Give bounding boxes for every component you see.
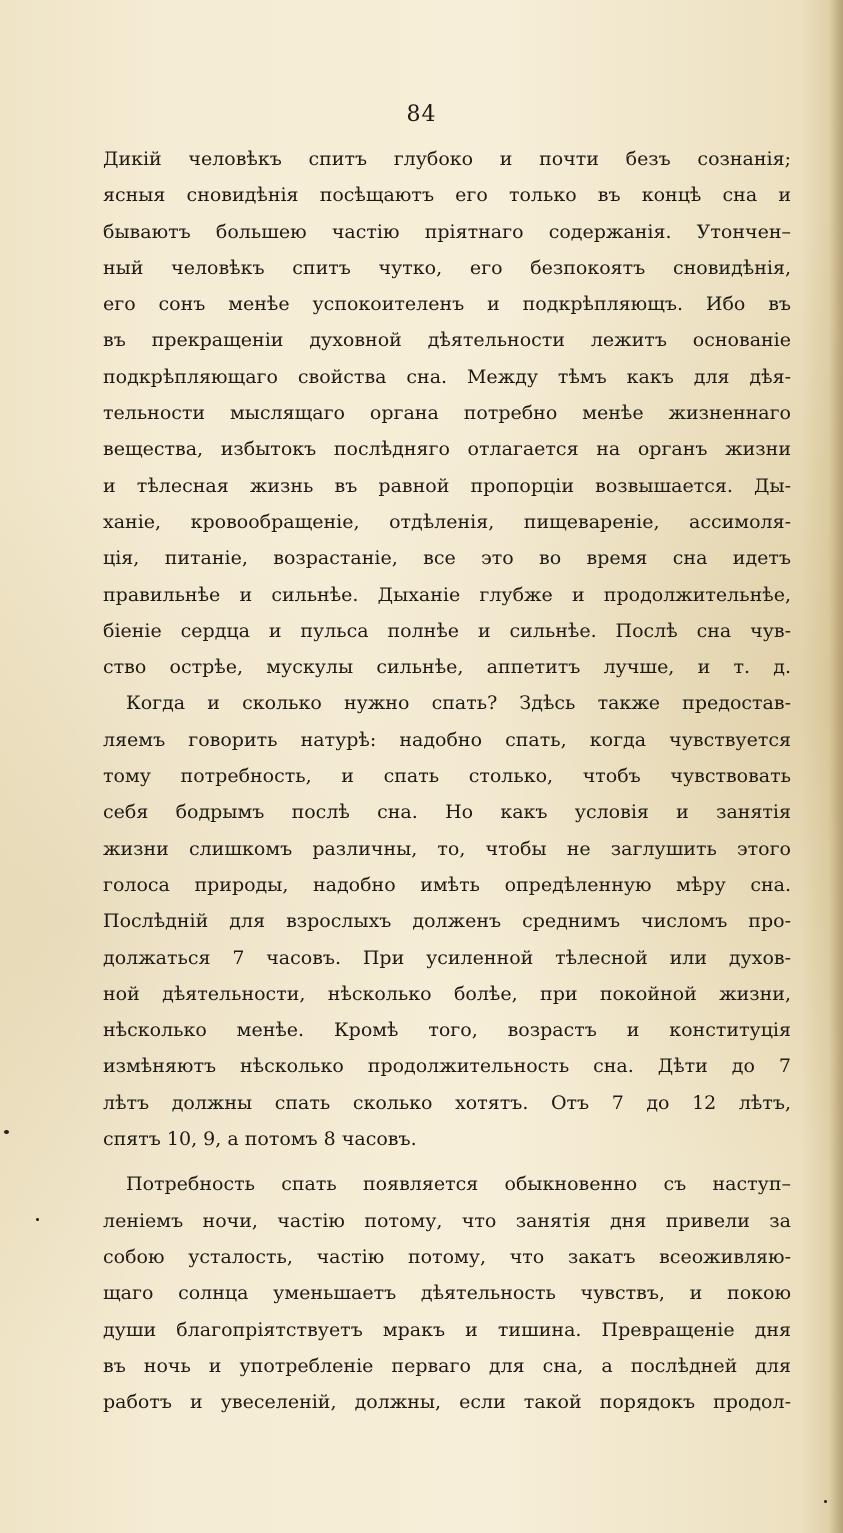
page-edge-shadow [829, 0, 843, 1533]
text-line: жизни слишкомъ различны, то, чтобы не заглушить этого [103, 837, 791, 860]
page-number: 84 [406, 102, 437, 127]
text-line: ясныя сновидѣнія посѣщаютъ его только въ концѣ сна и [103, 184, 791, 207]
text-line: ство острѣе, мускулы сильнѣе, аппетитъ лучше, и т. д. [103, 656, 791, 679]
paragraph [103, 685, 791, 1157]
text-line: ція, питаніе, возрастаніе, все это во время сна идетъ [103, 547, 791, 570]
text-line: въ прекращеніи духовной дѣятельности лежитъ основаніе [103, 329, 791, 352]
text-line: лѣтъ должны спать сколько хотятъ. Отъ 7 до 12 лѣтъ, [103, 1091, 791, 1114]
text-line: ной дѣятельности, нѣсколько болѣе, при покойной жизни, [103, 982, 791, 1005]
text-line: бываютъ большею частію пріятнаго содержанія. Утончен– [103, 220, 791, 243]
text-line: себя бодрымъ послѣ сна. Но какъ условія и занятія [103, 801, 791, 824]
paragraph [103, 141, 791, 685]
text-line: тельности мыслящаго органа потребно менѣе жизненнаго [103, 402, 791, 425]
paragraph [103, 1166, 791, 1420]
text-line: должаться 7 часовъ. При усиленной тѣлесной или духов- [103, 946, 791, 969]
text-line: нѣсколько менѣе. Кромѣ того, возрастъ и конституція [103, 1019, 791, 1042]
text-line: души благопріятствуетъ мракъ и тишина. Превращеніе дня [103, 1318, 791, 1341]
text-line: въ ночь и употребленіе перваго для сна, а послѣдней для [103, 1354, 791, 1377]
ink-speck [824, 1500, 827, 1503]
text-line: голоса природы, надобно имѣть опредѣленную мѣру сна. [103, 873, 791, 896]
text-line: ный человѣкъ спитъ чутко, его безпокоятъ сновидѣнія, [103, 256, 791, 279]
text-line: тому потребность, и спать столько, чтобъ чувствовать [103, 765, 791, 788]
text-line: его сонъ менѣе успокоителенъ и подкрѣпляющъ. Ибо въ [103, 293, 791, 316]
text-line: собою усталость, частію потому, что закатъ всеоживляю- [103, 1245, 791, 1268]
text-line: вещества, избытокъ послѣдняго отлагается на органъ жизни [103, 438, 791, 461]
text-line: ляемъ говорить натурѣ: надобно спать, когда чувствуется [103, 728, 791, 751]
text-line: щаго солнца уменьшаетъ дѣятельность чувствъ, и покою [103, 1282, 791, 1305]
ink-speck [36, 1218, 39, 1221]
text-line: Послѣдній для взрослыхъ долженъ среднимъ числомъ про- [103, 910, 791, 933]
text-line: подкрѣпляющаго свойства сна. Между тѣмъ какъ для дѣя- [103, 365, 791, 388]
text-line: ханіе, кровообращеніе, отдѣленія, пищевареніе, ассимоля- [103, 510, 791, 533]
text-line: леніемъ ночи, частію потому, что занятія дня привели за [103, 1209, 791, 1232]
paragraph-gap [103, 1157, 791, 1166]
text-line: работъ и увеселеній, должны, если такой порядокъ продол- [103, 1391, 791, 1414]
text-line: Когда и сколько нужно спать? Здѣсь также предостав- [126, 692, 791, 715]
text-line: спятъ 10, 9, а потомъ 8 часовъ. [103, 1128, 417, 1151]
text-line: измѣняютъ нѣсколько продолжительность сна. Дѣти до 7 [103, 1055, 791, 1078]
text-line: и тѣлесная жизнь въ равной пропорціи возвышается. Ды- [103, 474, 791, 497]
text-line: Потребность спать появляется обыкновенно съ наступ– [126, 1173, 791, 1196]
text-line: правильнѣе и сильнѣе. Дыханіе глубже и продолжительнѣе, [103, 583, 791, 606]
text-line: біеніе сердца и пульса полнѣе и сильнѣе. Послѣ сна чув- [103, 619, 791, 642]
ink-speck [4, 1130, 9, 1134]
text-line: Дикій человѣкъ спитъ глубоко и почти безъ сознанія; [103, 148, 791, 170]
body-text [103, 141, 791, 1420]
